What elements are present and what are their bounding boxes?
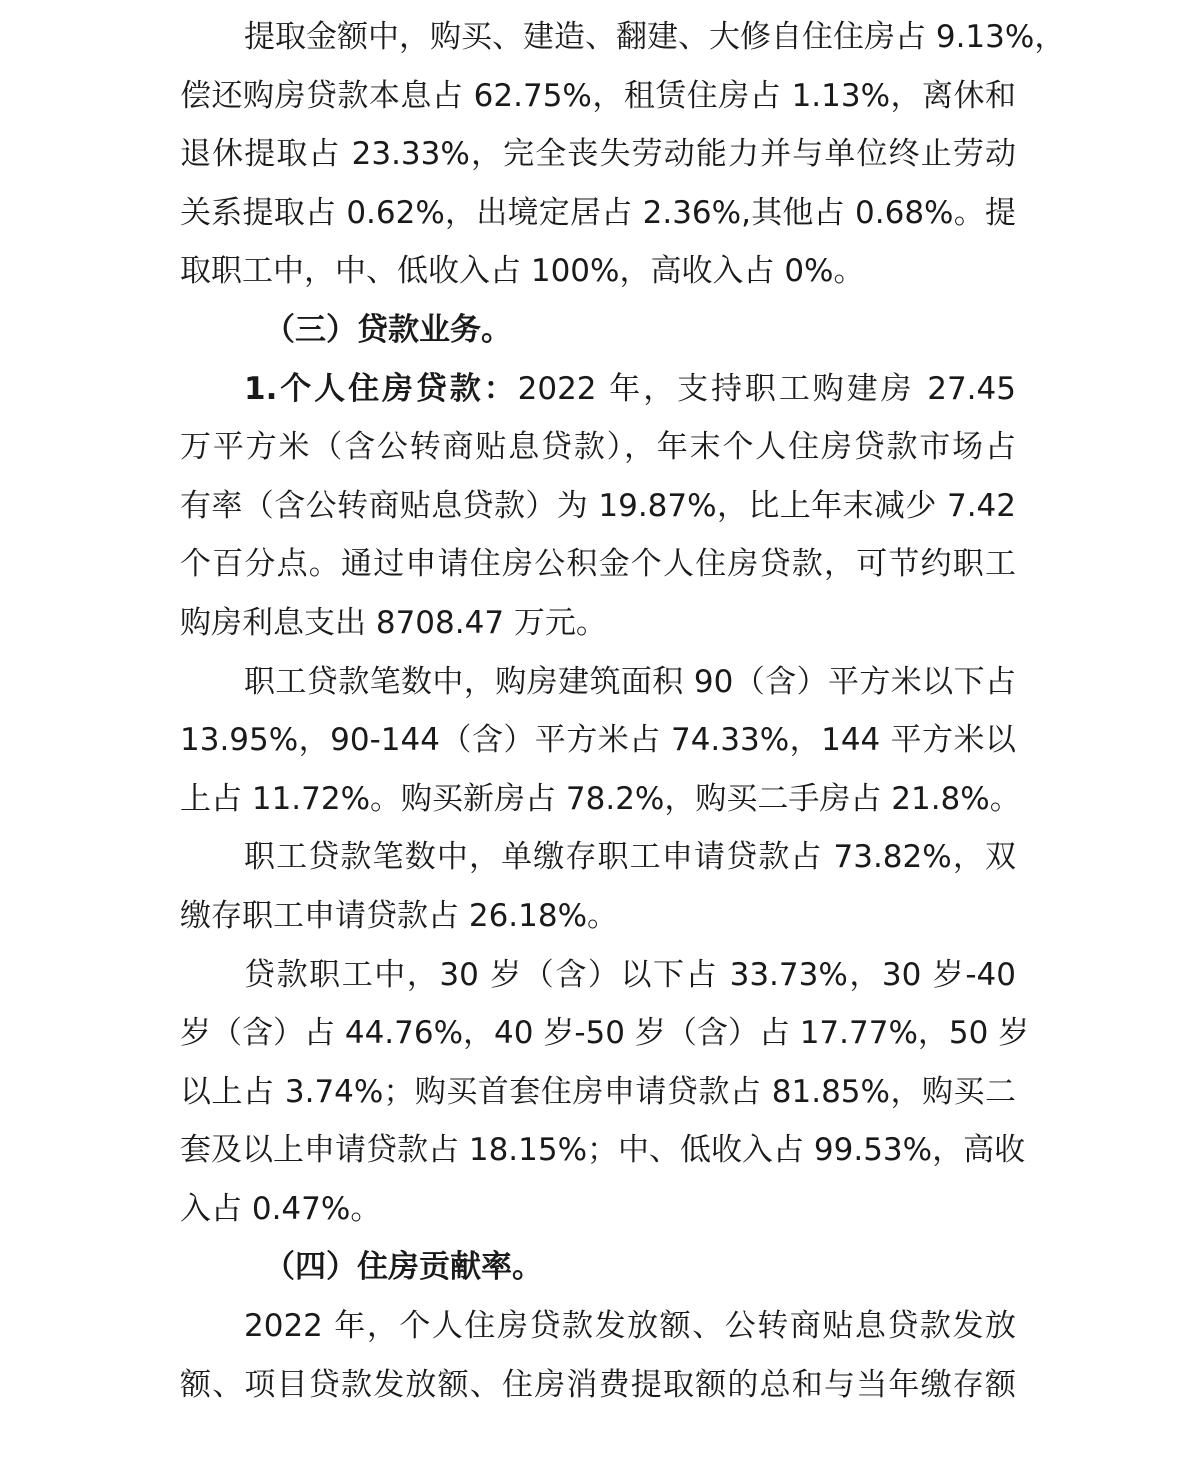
- text-line: 退休提取占 23.33%，完全丧失劳动能力并与单位终止劳动: [180, 136, 1016, 173]
- text-line: 偿还购房贷款本息占 62.75%，租赁住房占 1.13%，离休和: [180, 77, 1016, 114]
- document-page: [180, 8, 1066, 1414]
- text-line: 以上占 3.74%；购买首套住房申请贷款占 81.85%，购买二: [180, 1073, 1016, 1110]
- text-line: 关系提取占 0.62%，出境定居占 2.36%,其他占 0.68%。提: [180, 194, 1016, 231]
- text-line: 套及以上申请贷款占 18.15%；中、低收入占 99.53%，高收: [180, 1132, 1026, 1169]
- section-heading-loans: （三）贷款业务。: [264, 311, 512, 348]
- section-heading-contribution-rate: （四）住房贡献率。: [264, 1249, 543, 1286]
- text-line: 13.95%，90-144（含）平方米占 74.33%，144 平方米以: [180, 722, 1016, 759]
- text-line: 职工贷款笔数中，单缴存职工申请贷款占 73.82%，双: [244, 839, 1016, 876]
- text-line: 购房利息支出 8708.47 万元。: [180, 604, 607, 641]
- text-line: 缴存职工申请贷款占 26.18%。: [180, 897, 619, 934]
- text-line: 2022 年，个人住房贷款发放额、公转商贴息贷款发放: [244, 1308, 1016, 1345]
- text-line: 额、项目贷款发放额、住房消费提取额的总和与当年缴存额: [180, 1366, 1016, 1403]
- text-line: 提取金额中，购买、建造、翻建、大修自住住房占 9.13%，: [244, 19, 1066, 55]
- subsection-lead: 1.个人住房贷款：: [244, 370, 518, 407]
- text-run: 2022 年，支持职工购建房 27.45: [517, 370, 1016, 407]
- text-line: 个百分点。通过申请住房公积金个人住房贷款，可节约职工: [180, 546, 1016, 583]
- text-line: 贷款职工中，30 岁（含）以下占 33.73%，30 岁-40: [244, 956, 1016, 993]
- text-line: [180, 360, 1016, 419]
- text-line: 岁（含）占 44.76%，40 岁-50 岁（含）占 17.77%，50 岁: [180, 1015, 1030, 1052]
- text-line: 取职工中，中、低收入占 100%，高收入占 0%。: [180, 253, 865, 290]
- text-line: 入占 0.47%。: [180, 1190, 382, 1227]
- text-line: 万平方米（含公转商贴息贷款），年末个人住房贷款市场占: [180, 429, 1016, 466]
- text-line: 职工贷款笔数中，购房建筑面积 90（含）平方米以下占: [244, 663, 1016, 700]
- text-line: 上占 11.72%。购买新房占 78.2%，购买二手房占 21.8%。: [180, 780, 1021, 817]
- text-line: 有率（含公转商贴息贷款）为 19.87%，比上年末减少 7.42: [180, 487, 1016, 524]
